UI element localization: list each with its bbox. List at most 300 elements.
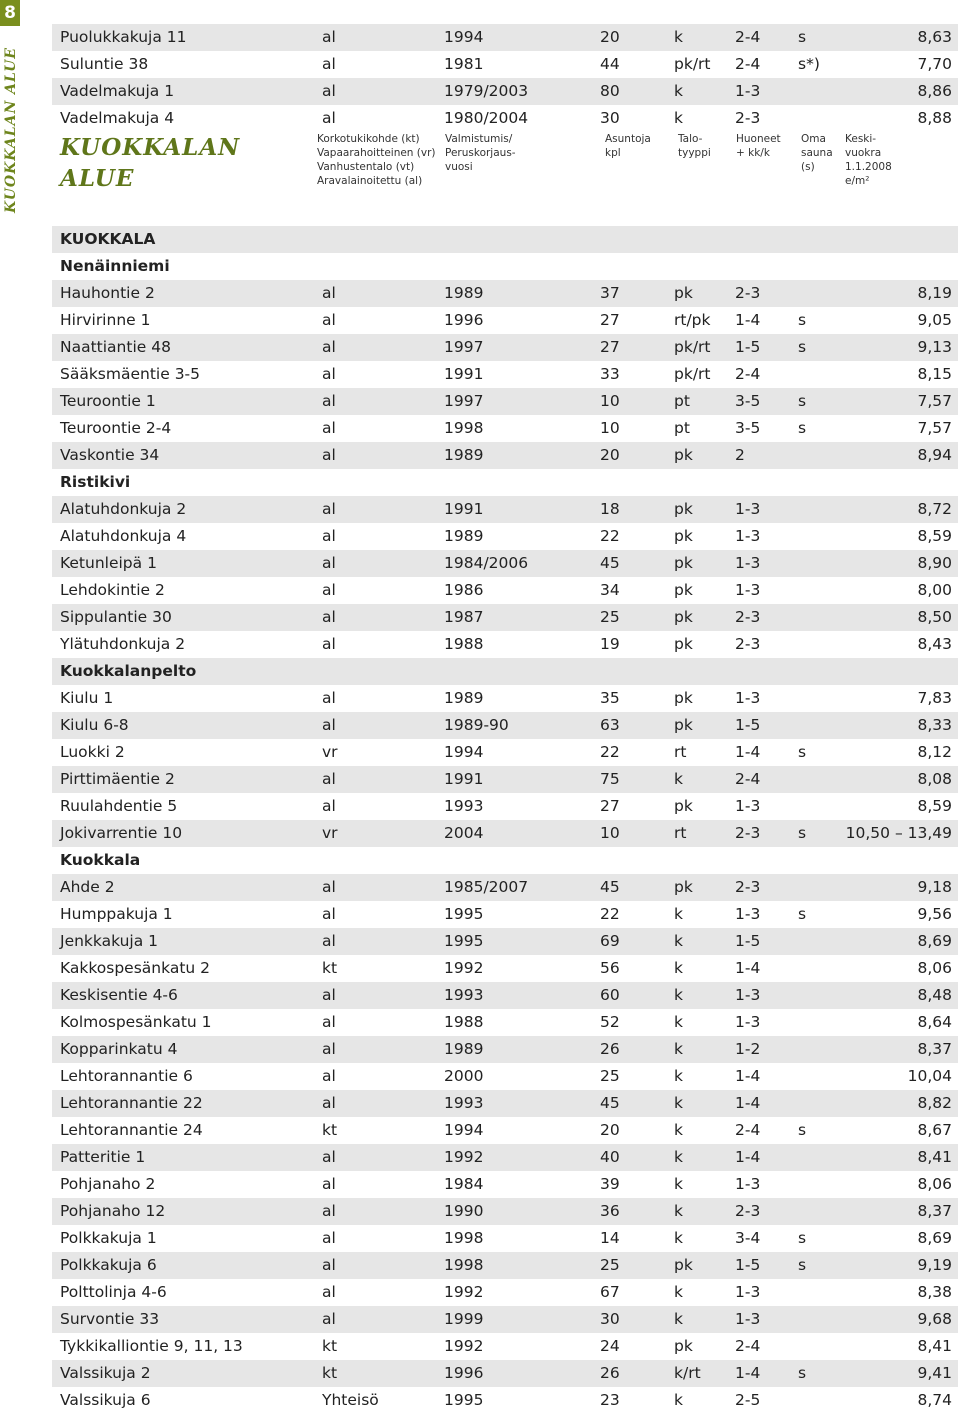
type-cell: al [322, 1040, 336, 1058]
count-cell: 20 [600, 28, 620, 46]
section-row [52, 847, 958, 874]
house-type-cell: rt [674, 824, 687, 842]
table-row [52, 712, 958, 739]
year-cell: 1992 [444, 1283, 484, 1301]
year-cell: 1991 [444, 500, 484, 518]
sauna-cell: s [798, 1256, 807, 1274]
rooms-cell: 1-5 [735, 716, 761, 734]
type-cell: vr [322, 824, 338, 842]
year-cell: 2000 [444, 1067, 484, 1085]
house-type-cell: k [674, 1310, 683, 1328]
address-cell: Polkkakuja 1 [60, 1229, 157, 1247]
address-cell: Vadelmakuja 1 [60, 82, 175, 100]
year-cell: 1995 [444, 932, 484, 950]
count-cell: 23 [600, 1391, 620, 1409]
type-cell: al [322, 338, 336, 356]
address-cell: Humppakuja 1 [60, 905, 173, 923]
house-type-cell: k [674, 1094, 683, 1112]
house-type-cell: pk [674, 716, 693, 734]
rooms-cell: 1-3 [735, 554, 761, 572]
address-cell: Kolmospesänkatu 1 [60, 1013, 212, 1031]
year-cell: 1998 [444, 1256, 484, 1274]
year-cell: 1989 [444, 527, 484, 545]
address-cell: Suluntie 38 [60, 55, 149, 73]
type-cell: kt [322, 1121, 338, 1139]
rooms-cell: 2-4 [735, 365, 761, 383]
table-row [52, 1225, 958, 1252]
house-type-cell: k [674, 905, 683, 923]
address-cell: Lehtorannantie 6 [60, 1067, 193, 1085]
rooms-cell: 1-4 [735, 311, 761, 329]
house-type-cell: pk/rt [674, 365, 711, 383]
type-cell: al [322, 284, 336, 302]
sauna-cell: s [798, 905, 807, 923]
rent-cell: 8,69 [917, 1229, 952, 1247]
house-type-cell: k [674, 1175, 683, 1193]
table-row [52, 955, 958, 982]
count-cell: 22 [600, 743, 620, 761]
house-type-cell: rt [674, 743, 687, 761]
count-cell: 14 [600, 1229, 620, 1247]
rent-cell: 8,38 [917, 1283, 952, 1301]
sauna-cell: s [798, 392, 807, 410]
table-row [52, 901, 958, 928]
address-cell: Polkkakuja 6 [60, 1256, 157, 1274]
house-type-cell: k [674, 959, 683, 977]
table-row [52, 550, 958, 577]
address-cell: Hirvirinne 1 [60, 311, 151, 329]
table-row [52, 415, 958, 442]
year-cell: 1994 [444, 1121, 484, 1139]
rent-cell: 10,50 – 13,49 [845, 824, 952, 842]
house-type-cell: pk [674, 1337, 693, 1355]
rooms-cell: 2-3 [735, 878, 761, 896]
house-type-cell: rt/pk [674, 311, 711, 329]
rent-cell: 9,18 [917, 878, 952, 896]
type-cell: al [322, 1229, 336, 1247]
address-cell: Ketunleipä 1 [60, 554, 157, 572]
table-row [52, 766, 958, 793]
house-type-cell: pk [674, 797, 693, 815]
rent-cell: 8,00 [917, 581, 952, 599]
rooms-cell: 1-3 [735, 581, 761, 599]
section-row [52, 469, 958, 496]
year-cell: 1992 [444, 959, 484, 977]
type-cell: al [322, 1094, 336, 1112]
rent-cell: 8,74 [917, 1391, 952, 1409]
address-cell: Luokki 2 [60, 743, 125, 761]
rooms-cell: 3-5 [735, 419, 761, 437]
rent-cell: 8,69 [917, 932, 952, 950]
address-cell: Lehtorannantie 24 [60, 1121, 203, 1139]
header-rooms: Huoneet + kk/k [736, 133, 781, 159]
address-cell: Sääksmäentie 3-5 [60, 365, 201, 383]
count-cell: 24 [600, 1337, 620, 1355]
type-cell: al [322, 905, 336, 923]
house-type-cell: pk [674, 284, 693, 302]
type-cell: al [322, 365, 336, 383]
rent-cell: 10,04 [907, 1067, 952, 1085]
count-cell: 39 [600, 1175, 620, 1193]
type-cell: al [322, 446, 336, 464]
rent-cell: 8,94 [917, 446, 952, 464]
type-cell: al [322, 932, 336, 950]
rooms-cell: 1-4 [735, 1364, 761, 1382]
type-cell: al [322, 797, 336, 815]
table-row [52, 982, 958, 1009]
address-cell: Naattiantie 48 [60, 338, 171, 356]
rooms-cell: 1-4 [735, 1148, 761, 1166]
house-type-cell: pt [674, 392, 690, 410]
house-type-cell: pk [674, 527, 693, 545]
count-cell: 10 [600, 824, 620, 842]
house-type-cell: k [674, 1202, 683, 1220]
header-sauna: Oma sauna (s) [801, 133, 833, 173]
sauna-cell: s [798, 1229, 807, 1247]
table-row [52, 307, 958, 334]
count-cell: 45 [600, 1094, 620, 1112]
type-cell: al [322, 986, 336, 1004]
address-cell: Ahde 2 [60, 878, 115, 896]
rooms-cell: 1-2 [735, 1040, 761, 1058]
count-cell: 26 [600, 1364, 620, 1382]
year-cell: 1989 [444, 689, 484, 707]
type-cell: al [322, 1013, 336, 1031]
rent-cell: 9,13 [917, 338, 952, 356]
rent-cell: 8,59 [917, 797, 952, 815]
rooms-cell: 1-3 [735, 500, 761, 518]
address-cell: Kopparinkatu 4 [60, 1040, 178, 1058]
rent-cell: 8,64 [917, 1013, 952, 1031]
table-row [52, 1279, 958, 1306]
count-cell: 45 [600, 554, 620, 572]
table-row [52, 793, 958, 820]
table-row [52, 280, 958, 307]
type-cell: al [322, 1202, 336, 1220]
house-type-cell: k [674, 1283, 683, 1301]
count-cell: 20 [600, 1121, 620, 1139]
house-type-cell: pk [674, 581, 693, 599]
house-type-cell: k [674, 986, 683, 1004]
type-cell: al [322, 635, 336, 653]
house-type-cell: k [674, 109, 683, 127]
house-type-cell: pk/rt [674, 55, 711, 73]
sauna-cell: s [798, 1121, 807, 1139]
count-cell: 69 [600, 932, 620, 950]
page-number: 8 [0, 0, 20, 26]
count-cell: 27 [600, 338, 620, 356]
rent-cell: 7,83 [917, 689, 952, 707]
address-cell: Vadelmakuja 4 [60, 109, 175, 127]
house-type-cell: k [674, 1391, 683, 1409]
type-cell: al [322, 716, 336, 734]
rooms-cell: 1-3 [735, 986, 761, 1004]
year-cell: 1989 [444, 446, 484, 464]
count-cell: 36 [600, 1202, 620, 1220]
sauna-cell: s [798, 419, 807, 437]
rooms-cell: 1-3 [735, 905, 761, 923]
house-type-cell: pk [674, 608, 693, 626]
table-row [52, 1009, 958, 1036]
year-cell: 1991 [444, 770, 484, 788]
table-row [52, 1333, 958, 1360]
type-cell: vr [322, 743, 338, 761]
table-row [52, 496, 958, 523]
rent-cell: 9,05 [917, 311, 952, 329]
count-cell: 75 [600, 770, 620, 788]
rooms-cell: 2-4 [735, 55, 761, 73]
house-type-cell: k [674, 1121, 683, 1139]
sauna-cell: s [798, 1364, 807, 1382]
count-cell: 30 [600, 1310, 620, 1328]
rent-cell: 8,72 [917, 500, 952, 518]
section-title: Kuokkala [60, 851, 141, 869]
house-type-cell: k [674, 82, 683, 100]
section-title: Kuokkalanpelto [60, 662, 197, 680]
house-type-cell: k/rt [674, 1364, 701, 1382]
table-row [52, 105, 958, 132]
rent-cell: 8,33 [917, 716, 952, 734]
house-type-cell: k [674, 770, 683, 788]
rooms-cell: 2-3 [735, 824, 761, 842]
rooms-cell: 1-3 [735, 1013, 761, 1031]
address-cell: Teuroontie 1 [60, 392, 156, 410]
year-cell: 1998 [444, 419, 484, 437]
rent-cell: 8,06 [917, 959, 952, 977]
table-row [52, 577, 958, 604]
rent-cell: 8,41 [917, 1148, 952, 1166]
rooms-cell: 1-3 [735, 82, 761, 100]
rent-cell: 7,70 [917, 55, 952, 73]
section-row [52, 658, 958, 685]
address-cell: Tykkikalliontie 9, 11, 13 [60, 1337, 243, 1355]
rent-cell: 9,19 [917, 1256, 952, 1274]
count-cell: 60 [600, 986, 620, 1004]
rent-cell: 8,06 [917, 1175, 952, 1193]
year-cell: 1994 [444, 28, 484, 46]
rooms-cell: 2-5 [735, 1391, 761, 1409]
header-count: Asuntoja kpl [605, 133, 651, 159]
year-cell: 1990 [444, 1202, 484, 1220]
address-cell: Alatuhdonkuja 4 [60, 527, 187, 545]
house-type-cell: k [674, 1040, 683, 1058]
count-cell: 18 [600, 500, 620, 518]
type-cell: al [322, 554, 336, 572]
type-cell: al [322, 1310, 336, 1328]
house-type-cell: k [674, 1067, 683, 1085]
year-cell: 1980/2004 [444, 109, 529, 127]
rent-cell: 8,12 [917, 743, 952, 761]
address-cell: Kakkospesänkatu 2 [60, 959, 211, 977]
table-header [52, 132, 958, 226]
count-cell: 34 [600, 581, 620, 599]
rooms-cell: 2-4 [735, 1337, 761, 1355]
area-title: KUOKKALAN ALUE [60, 134, 241, 192]
house-type-cell: pk [674, 500, 693, 518]
count-cell: 20 [600, 446, 620, 464]
table-row [52, 1117, 958, 1144]
year-cell: 1996 [444, 311, 484, 329]
year-cell: 1981 [444, 55, 484, 73]
rent-cell: 9,56 [917, 905, 952, 923]
count-cell: 67 [600, 1283, 620, 1301]
type-cell: al [322, 1256, 336, 1274]
side-strip [0, 0, 22, 1402]
year-cell: 1987 [444, 608, 484, 626]
rooms-cell: 2-4 [735, 1121, 761, 1139]
year-cell: 1989 [444, 1040, 484, 1058]
address-cell: Kiulu 6-8 [60, 716, 129, 734]
header-type: Korkotukikohde (kt) Vapaarahoitteinen (vr) Vanhustentalo (vt) Aravalainoitettu (al) [317, 133, 436, 187]
table-row [52, 1063, 958, 1090]
count-cell: 35 [600, 689, 620, 707]
rooms-cell: 1-3 [735, 1175, 761, 1193]
rent-cell: 8,48 [917, 986, 952, 1004]
address-cell: Kiulu 1 [60, 689, 114, 707]
type-cell: al [322, 1175, 336, 1193]
year-cell: 1992 [444, 1148, 484, 1166]
type-cell: al [322, 1283, 336, 1301]
address-cell: Ylätuhdonkuja 2 [60, 635, 186, 653]
rent-cell: 8,86 [917, 82, 952, 100]
sauna-cell: s [798, 338, 807, 356]
sauna-cell: s [798, 311, 807, 329]
house-type-cell: k [674, 1148, 683, 1166]
address-cell: Hauhontie 2 [60, 284, 155, 302]
type-cell: al [322, 109, 336, 127]
table-row [52, 1171, 958, 1198]
year-cell: 1985/2007 [444, 878, 529, 896]
rooms-cell: 1-3 [735, 1283, 761, 1301]
table-row [52, 361, 958, 388]
rooms-cell: 2-3 [735, 284, 761, 302]
header-year: Valmistumis/ Peruskorjaus- vuosi [445, 133, 516, 173]
rent-cell: 8,88 [917, 109, 952, 127]
sauna-cell: s [798, 824, 807, 842]
rent-cell: 8,90 [917, 554, 952, 572]
count-cell: 56 [600, 959, 620, 977]
table-row [52, 388, 958, 415]
rent-cell: 8,59 [917, 527, 952, 545]
year-cell: 1995 [444, 905, 484, 923]
count-cell: 26 [600, 1040, 620, 1058]
year-cell: 1995 [444, 1391, 484, 1409]
rooms-cell: 2-3 [735, 608, 761, 626]
house-type-cell: pk [674, 635, 693, 653]
count-cell: 52 [600, 1013, 620, 1031]
section-row [52, 253, 958, 280]
table-row [52, 685, 958, 712]
count-cell: 10 [600, 392, 620, 410]
address-cell: Patteritie 1 [60, 1148, 146, 1166]
address-cell: Jokivarrentie 10 [60, 824, 183, 842]
type-cell: al [322, 82, 336, 100]
house-type-cell: pk [674, 446, 693, 464]
rooms-cell: 2 [735, 446, 745, 464]
count-cell: 25 [600, 1067, 620, 1085]
address-cell: Jenkkakuja 1 [60, 932, 159, 950]
count-cell: 25 [600, 1256, 620, 1274]
year-cell: 1989 [444, 284, 484, 302]
rooms-cell: 1-5 [735, 1256, 761, 1274]
section-row [52, 226, 958, 253]
year-cell: 1988 [444, 635, 484, 653]
year-cell: 1986 [444, 581, 484, 599]
rooms-cell: 3-4 [735, 1229, 761, 1247]
rooms-cell: 1-3 [735, 797, 761, 815]
count-cell: 63 [600, 716, 620, 734]
rent-cell: 7,57 [917, 419, 952, 437]
rooms-cell: 1-3 [735, 689, 761, 707]
house-type-cell: k [674, 932, 683, 950]
year-cell: 2004 [444, 824, 484, 842]
rent-cell: 7,57 [917, 392, 952, 410]
count-cell: 25 [600, 608, 620, 626]
type-cell: al [322, 311, 336, 329]
table-row [52, 1306, 958, 1333]
year-cell: 1992 [444, 1337, 484, 1355]
section-title: Nenäinniemi [60, 257, 170, 275]
header-rent: Keski- vuokra 1.1.2008 e/m² [845, 133, 892, 187]
year-cell: 1998 [444, 1229, 484, 1247]
table-row [52, 631, 958, 658]
rooms-cell: 1-5 [735, 932, 761, 950]
type-cell: Yhteisö [322, 1391, 379, 1409]
table-row [52, 78, 958, 105]
rent-cell: 8,41 [917, 1337, 952, 1355]
count-cell: 22 [600, 905, 620, 923]
table-row [52, 1036, 958, 1063]
count-cell: 30 [600, 109, 620, 127]
rooms-cell: 1-4 [735, 743, 761, 761]
count-cell: 45 [600, 878, 620, 896]
house-type-cell: pk [674, 689, 693, 707]
rent-cell: 9,41 [917, 1364, 952, 1382]
housing-table [52, 24, 958, 1414]
table-row [52, 1144, 958, 1171]
rent-cell: 8,43 [917, 635, 952, 653]
table-row [52, 820, 958, 847]
address-cell: Lehdokintie 2 [60, 581, 165, 599]
address-cell: Ruulahdentie 5 [60, 797, 178, 815]
rooms-cell: 2-4 [735, 28, 761, 46]
table-row [52, 1090, 958, 1117]
count-cell: 27 [600, 311, 620, 329]
rooms-cell: 1-5 [735, 338, 761, 356]
rooms-cell: 1-4 [735, 1094, 761, 1112]
year-cell: 1996 [444, 1364, 484, 1382]
year-cell: 1991 [444, 365, 484, 383]
table-row [52, 1198, 958, 1225]
rooms-cell: 1-4 [735, 959, 761, 977]
house-type-cell: k [674, 1013, 683, 1031]
table-row [52, 874, 958, 901]
year-cell: 1988 [444, 1013, 484, 1031]
type-cell: al [322, 581, 336, 599]
address-cell: Vaskontie 34 [60, 446, 160, 464]
address-cell: Pohjanaho 12 [60, 1202, 166, 1220]
rent-cell: 8,37 [917, 1040, 952, 1058]
house-type-cell: pk [674, 878, 693, 896]
count-cell: 10 [600, 419, 620, 437]
table-row [52, 442, 958, 469]
table-row [52, 24, 958, 51]
table-row [52, 334, 958, 361]
type-cell: al [322, 1067, 336, 1085]
type-cell: al [322, 527, 336, 545]
count-cell: 44 [600, 55, 620, 73]
table-row [52, 523, 958, 550]
